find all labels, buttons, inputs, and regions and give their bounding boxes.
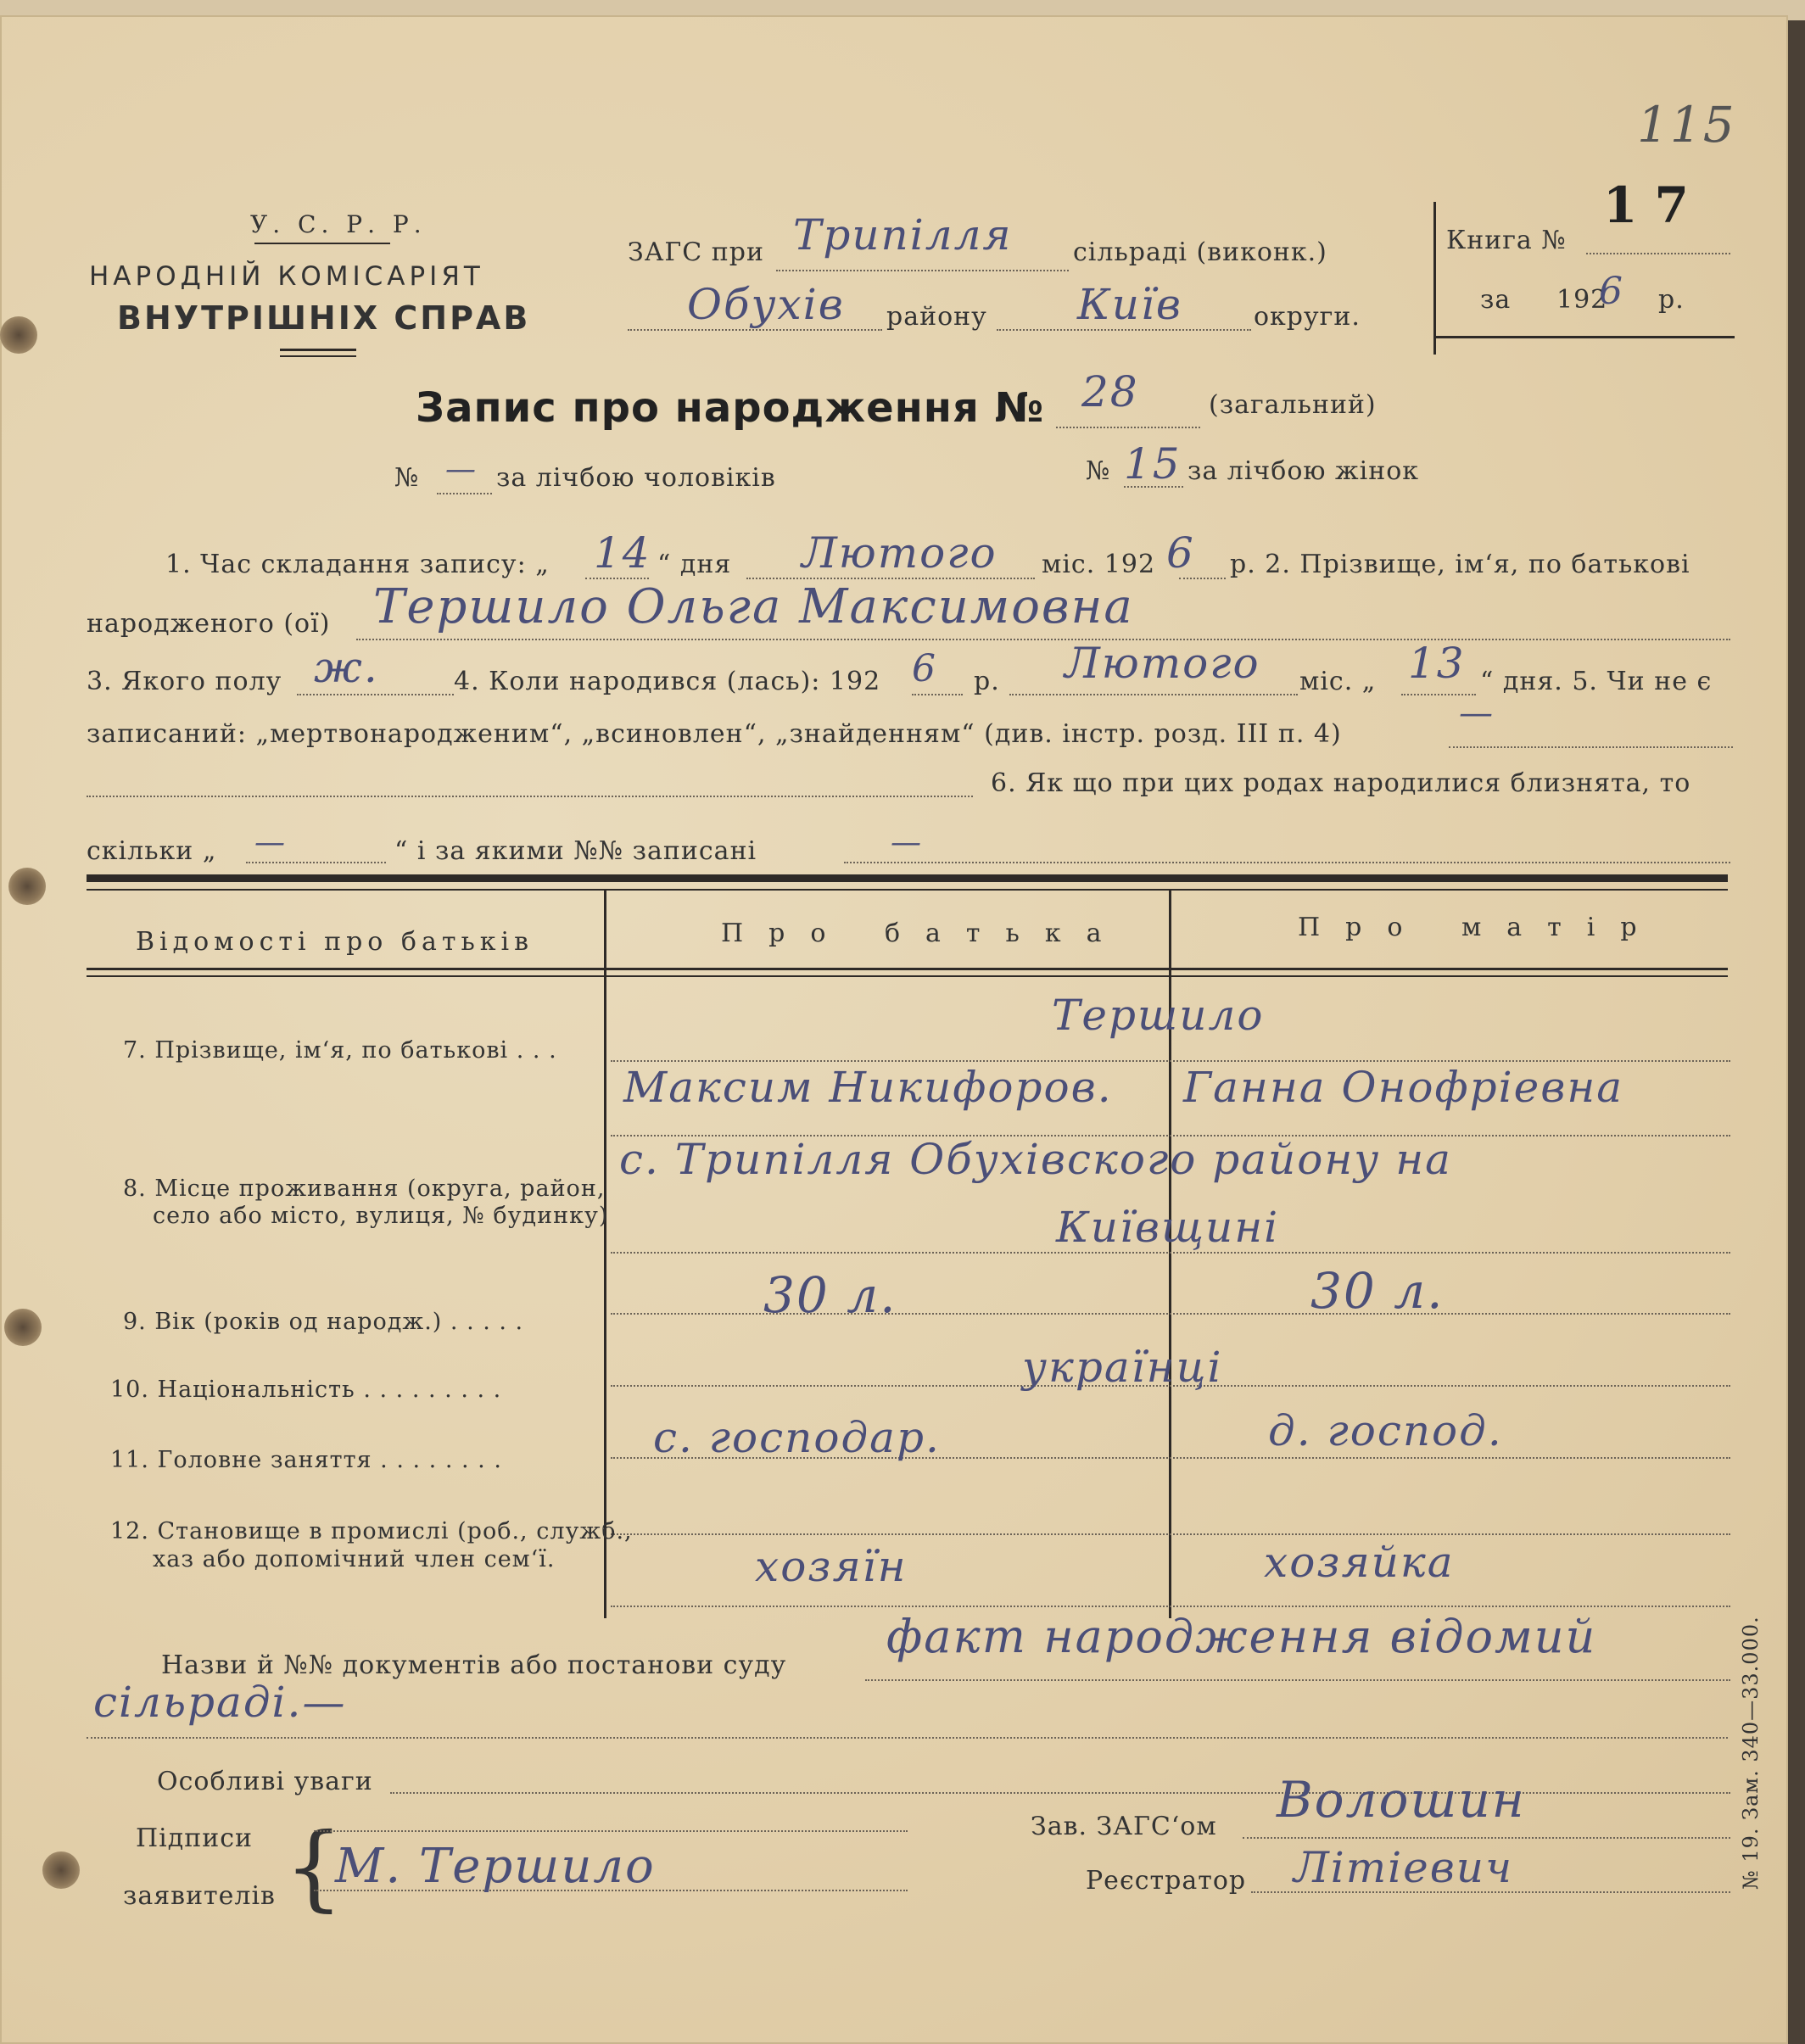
- surname-value: Тершило: [1052, 991, 1265, 1040]
- table-top-rule: [87, 874, 1728, 882]
- signature-line: [314, 1830, 908, 1832]
- women-count-value: 15: [1124, 439, 1182, 489]
- documents-value-2: сільраді.—: [93, 1678, 347, 1727]
- punch-hole: [4, 1309, 42, 1346]
- birth-year-digit: 6: [912, 647, 937, 690]
- fill-line: [997, 329, 1251, 331]
- father-status-value: хозяїн: [755, 1542, 908, 1591]
- item5-value: —: [1459, 694, 1495, 733]
- record-title: Запис про народження №: [416, 384, 1045, 432]
- month-year-label: міс. 192: [1042, 550, 1156, 579]
- divider: [254, 243, 390, 244]
- row-line: [611, 1060, 1730, 1062]
- father-name-value: Максим Никифоров.: [623, 1063, 1113, 1112]
- zags-village-value: Трипілля: [793, 210, 1013, 260]
- mother-age-value: 30 л.: [1310, 1262, 1445, 1320]
- fill-line: [87, 1737, 1728, 1739]
- row-label-nationality: 10. Національність . . . . . . . . .: [110, 1377, 502, 1403]
- zags-head-signature: Волошин: [1277, 1771, 1526, 1829]
- book-year-digit: 6: [1599, 270, 1624, 313]
- father-age-value: 30 л.: [763, 1266, 897, 1324]
- table-header-mother: Про матір: [1298, 913, 1662, 942]
- birth-label: 4. Коли народився (лась): 192: [454, 667, 881, 696]
- mother-name-value: Ганна Онофріевна: [1183, 1063, 1624, 1112]
- district-value: Обухів: [687, 280, 845, 329]
- item6-label: 6. Як що при цих родах народилися близнята, то: [991, 768, 1691, 798]
- birth-month-value: Лютого: [1065, 639, 1260, 688]
- print-note: № 19. Зам. 340—33.000.: [1739, 1616, 1763, 1890]
- book-year-base: 192: [1556, 285, 1608, 315]
- fill-line: [297, 694, 454, 695]
- zags-head-label: Зав. ЗАГС‘ом: [1031, 1812, 1217, 1841]
- table-header-father: Про батька: [721, 919, 1127, 948]
- signature-line: [1243, 1837, 1730, 1839]
- divider: [280, 349, 356, 351]
- fill-line: [87, 796, 973, 797]
- fill-line: [628, 329, 882, 331]
- documents-label: Назви й №№ документів або постанови суду: [161, 1650, 787, 1680]
- zags-label: ЗАГС при: [628, 237, 764, 267]
- record-month-value: Лютого: [802, 528, 998, 578]
- month-label: міс. „: [1299, 667, 1377, 696]
- punch-hole: [0, 316, 37, 354]
- margin-mark: 115: [1637, 96, 1736, 154]
- punch-hole: [8, 868, 46, 905]
- fill-line: [1179, 578, 1226, 579]
- registrar-label: Реєстратор: [1086, 1866, 1247, 1896]
- okrug-label: округи.: [1254, 302, 1361, 332]
- table-header-rule: [87, 968, 1728, 970]
- brace: {: [284, 1812, 344, 1921]
- table-header-rule: [87, 975, 1728, 977]
- record-number: 28: [1081, 367, 1139, 416]
- applicants-label: заявителів: [123, 1881, 276, 1911]
- header-department: ВНУТРІШНІХ СПРАВ: [117, 299, 531, 337]
- record-day-value: 14: [594, 528, 651, 578]
- table-col-divider: [604, 889, 606, 1618]
- document-page: [0, 15, 1788, 2044]
- item5-text: записаний: „мертвонародженим“, „всиновлен“, „знайденням“ (див. інстр. розд. III п. 4): [87, 719, 1342, 749]
- header-country: У. С. Р. Р.: [250, 210, 427, 238]
- twins-numbers-value: —: [891, 825, 923, 860]
- newborn-label: народженого (ої): [87, 609, 331, 639]
- row-label-occupation: 11. Головне заняття . . . . . . . .: [110, 1447, 502, 1473]
- residence-value: с. Трипілля Обухівского району на: [619, 1135, 1452, 1184]
- nationality-value: українці: [1022, 1343, 1223, 1392]
- day-label: “ дня: [657, 550, 732, 579]
- item5-label: “ дня. 5. Чи не є: [1480, 667, 1713, 696]
- men-count-label: за лічбою чоловіків: [496, 463, 776, 493]
- sex-label: 3. Якого полу: [87, 667, 282, 696]
- book-number: 1 7: [1603, 176, 1689, 234]
- row-label-residence-2: село або місто, вулиця, № будинку): [153, 1203, 609, 1229]
- book-year-suffix: р.: [1658, 285, 1685, 315]
- sex-value: ж.: [314, 643, 379, 692]
- fill-line: [1586, 253, 1730, 254]
- item1-label: 1. Час складання запису: „: [165, 550, 550, 579]
- applicant-signature: М. Тершило: [335, 1839, 656, 1894]
- fill-line: [844, 862, 1730, 863]
- district-label: району: [886, 302, 987, 332]
- item2-label: р. 2. Прізвище, ім‘я, по батькові: [1230, 550, 1690, 579]
- fill-line: [1056, 427, 1200, 428]
- twins-count-value: —: [254, 825, 287, 860]
- punch-hole: [42, 1851, 80, 1889]
- women-no-label: №: [1086, 456, 1111, 486]
- box-border: [1433, 336, 1735, 338]
- zags-council-label: сільраді (виконк.): [1073, 237, 1327, 267]
- fill-line: [912, 694, 963, 695]
- row-line: [611, 1533, 1730, 1535]
- newborn-name-value: Тершило Ольга Максимовна: [373, 579, 1134, 634]
- row-line: [611, 1606, 1730, 1607]
- signatures-label: Підписи: [136, 1823, 254, 1853]
- row-label-status-2: хаз або допомічний член сем‘ї.: [153, 1546, 556, 1572]
- twins-numbers-label: “ і за якими №№ записані: [394, 836, 757, 866]
- fill-line: [437, 493, 492, 494]
- women-count-label: за лічбою жінок: [1188, 456, 1420, 486]
- residence-value-2: Київщині: [1056, 1203, 1280, 1252]
- fill-line: [1449, 746, 1733, 748]
- divider: [280, 355, 356, 357]
- row-label-name: 7. Прізвище, ім‘я, по батькові . . .: [123, 1037, 557, 1064]
- men-count-value: —: [445, 452, 478, 487]
- mother-occupation-value: д. господ.: [1268, 1406, 1503, 1455]
- table-header-info: Відомості про батьків: [136, 927, 534, 957]
- fill-line: [356, 639, 1730, 640]
- record-year-digit: 6: [1166, 528, 1195, 578]
- fill-line: [865, 1679, 1730, 1681]
- book-label: Книга №: [1446, 226, 1567, 255]
- row-line: [611, 1252, 1730, 1254]
- twins-label: скільки „: [87, 836, 217, 866]
- row-label-status: 12. Становище в промислі (роб., служб.,: [110, 1518, 633, 1544]
- mother-status-value: хозяйка: [1264, 1538, 1455, 1587]
- registrar-signature: Літіевич: [1294, 1843, 1514, 1892]
- okrug-value: Київ: [1077, 280, 1182, 329]
- table-top-rule: [87, 889, 1728, 891]
- book-year-prefix: за: [1480, 285, 1512, 315]
- documents-value: факт народження відомий: [886, 1610, 1597, 1663]
- fill-line: [1009, 694, 1298, 695]
- header-commissariat: НАРОДНІЙ КОМІСАРІЯТ: [89, 261, 484, 292]
- father-occupation-value: с. господар.: [653, 1413, 941, 1462]
- men-no-label: №: [394, 463, 420, 493]
- fill-line: [390, 1792, 1730, 1794]
- special-notes-label: Особливі уваги: [157, 1767, 373, 1796]
- row-label-age: 9. Вік (років од народж.) . . . . .: [123, 1309, 524, 1335]
- year-abbrev: р.: [974, 667, 1000, 696]
- fill-line: [776, 270, 1069, 271]
- box-border: [1433, 202, 1436, 355]
- row-label-residence: 8. Місце проживання (округа, район,: [123, 1176, 606, 1202]
- fill-line: [246, 862, 386, 863]
- record-general: (загальний): [1209, 390, 1377, 420]
- birth-day-value: 13: [1408, 639, 1466, 688]
